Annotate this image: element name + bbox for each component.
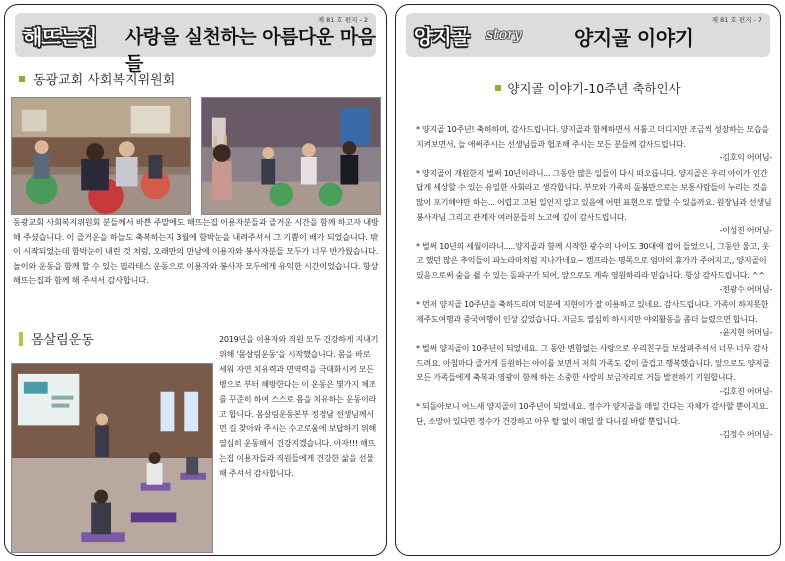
section1-paragraph: 동광교회 사회복지위원회 분들께서 바쁜 주말에도 해뜨는집 이용자분들과 즐거운 시간을 함께 하고자 내방 해 주셨습니다. 이 즐거운을 하늘도 축복하는지 3월에 함박눈을 내려주셔서 그 기쁨이 배가 되었습니다. 밖이 시작되었는데 함박눈이 내린 것 처럼, 오래만의 만남에 이용자와 봉사자분들 모두가 너무 반가웠습니다. 놀이와 운동을 함께 할 수 있는 필라테스 운동으로 이용자와 봉사자 모두에게 유익한 시간이었습니다. 항상 해뜨는집과 함께 해 주셔서 감사합니다.: [13, 217, 379, 285]
message-1: * 양지골 10주년! 축하하며, 감사드립니다. 양지골과 함께하면서 서툴고 더디지만 조금씩 성장하는 모습을 지켜보면서, 늘 애써주시는 선생님들과 협조해 주시는 모든 분들께 감사드립니다. -김호익 어머님-: [416, 123, 772, 166]
section-heading-donggwang: 동광교회 사회복지위원회: [19, 69, 175, 88]
message-2: * 양지골이 개원한지 벌써 10년이라니... 그동안 많은 일들이 다시 떠오릅니다. 양지골은 우리 아이가 인간답게 세상할 수 있는 유일한 사회라고 생각합니다. 부모와 가족의 돌봄만으로는 보통사람들이 누리는 것을 많이 포기해야만 하는... 어렵고 고된 일인지 알고 있음에 어떤 표현으로 말할 수 있을까요. 원장님과 선생님 봉사자님 그리고 관계자 여러분들의 노고에 깊이 감사드립니다. -이성진 어머님-: [416, 167, 772, 239]
story-heading: 양지골 이야기-10주년 축하인사: [396, 79, 780, 97]
message-signature: -이성진 어머님-: [719, 226, 772, 236]
right-header-banner: [406, 13, 770, 57]
message-signature: -김호익 어머님-: [719, 153, 772, 163]
story-logo-text: story: [486, 27, 522, 43]
message-3: * 벌써 10년의 세월이라니.....양지골과 함께 시작한 광수의 나이도 30대에 접어 들었으니, 그동안 울고, 웃고 했던 많은 추억들이 파노라마처럼 지나가네요~ 캠프라는 명목으로 엄마의 휴가가 주어지고,, 양지골이 있음으로써 숨을 쉴 수 있는 돌파구가 되어, 앞으로도 계속 영원하리라 믿습니다. 항상 감사드립니다. ^^ -전광수 어머님-: [416, 240, 772, 297]
message-signature: -김호진 어머님-: [719, 386, 772, 396]
section-heading-momsallim: 몸살림운동: [19, 329, 94, 348]
message-4: * 먼저 양지골 10주년을 축하드리며 덕분에 지현이가 잘 이용하고 있네요. 감사드립니다. 가족이 하지못한 제주도여행과 중국여행이 인상 깊었습니다. 지금도 열심히 하시지만 야외활동을 좀더 늘렸으면 합니다. -윤지현 어머님-: [416, 298, 772, 341]
green-square-bullet-icon: [495, 85, 501, 91]
photo-ball-exercise: [11, 97, 191, 215]
right-page: [395, 4, 781, 556]
photo-momsallim-session: [11, 363, 213, 553]
left-page-title: 사랑을 실천하는 아름다운 마음들: [125, 26, 376, 75]
yangjigol-logo: 양지골: [414, 25, 469, 49]
right-page-title: 양지골 이야기: [574, 26, 694, 50]
photo-pilates-exercise: [201, 97, 381, 215]
message-6: * 되돌아보니 어느새 양지골이 10주년이 되었네요. 정수가 양지골을 매일 간다는 자체가 감사할 뿐이지요. 단, 소망이 있다면 정수가 건강하고 아무 탈 없이 매일 잘 다니길 바랄 뿐입니다. -김정수 어머님-: [416, 400, 772, 443]
message-signature: -전광수 어머님-: [719, 284, 772, 294]
section2-paragraph: 2019년을 이용자와 직원 모두 건강하게 지내기 위해 '몸살림운동'을 시작했습니다. 몸을 바로 세워 자연 치유력과 면역력을 극대화시켜 모든 병으로 부터 해방한다는 이 운동은 몇가지 체조를 꾸준히 하여 스스로 몸을 치유하는 운동이라고 합니다. 몸살림운동본부 정경남 선생님께서 먼 길 찾아와 주시는 수고로움에 보답하기 위해 열심히 운동해서 건강지겠습니다. 아자!!! 해뜨는집 이용자들과 직원들에게 건강한 삶을 선물 해 주셔서 감사합니다.: [219, 335, 379, 479]
message-signature: -김정수 어머님-: [719, 430, 772, 440]
left-page: [4, 4, 387, 556]
green-square-bullet-icon: [19, 76, 25, 82]
message-signature: -윤지현 어머님-: [719, 328, 772, 338]
left-issue-number: 제 81 호 편지 - 2: [317, 16, 368, 24]
haetteuneunjip-logo: 해뜨는집: [23, 25, 97, 49]
message-5: * 벌써 양지골이 10주년이 되었네요. 그 동안 변함없는 사랑으로 우리친구들 보살펴주셔서 너무 너무 감사드려요. 아침마다 즐거게 등원하는 아이를 보면서 저희 가족도 같이 즐겁고 행복했습니다. 앞으로도 양지골 모든 가족들에게 축복과 영광이 함께 하는 소중한 사랑의 보금자리로 거듭 발전하기 기원합니다. -김호진 어머님-: [416, 342, 772, 399]
story-messages: [416, 123, 772, 444]
left-header-banner: [15, 13, 376, 75]
right-issue-number: 제 81 호 편지 - 7: [711, 16, 762, 24]
olive-bar-bullet-icon: [19, 332, 23, 346]
